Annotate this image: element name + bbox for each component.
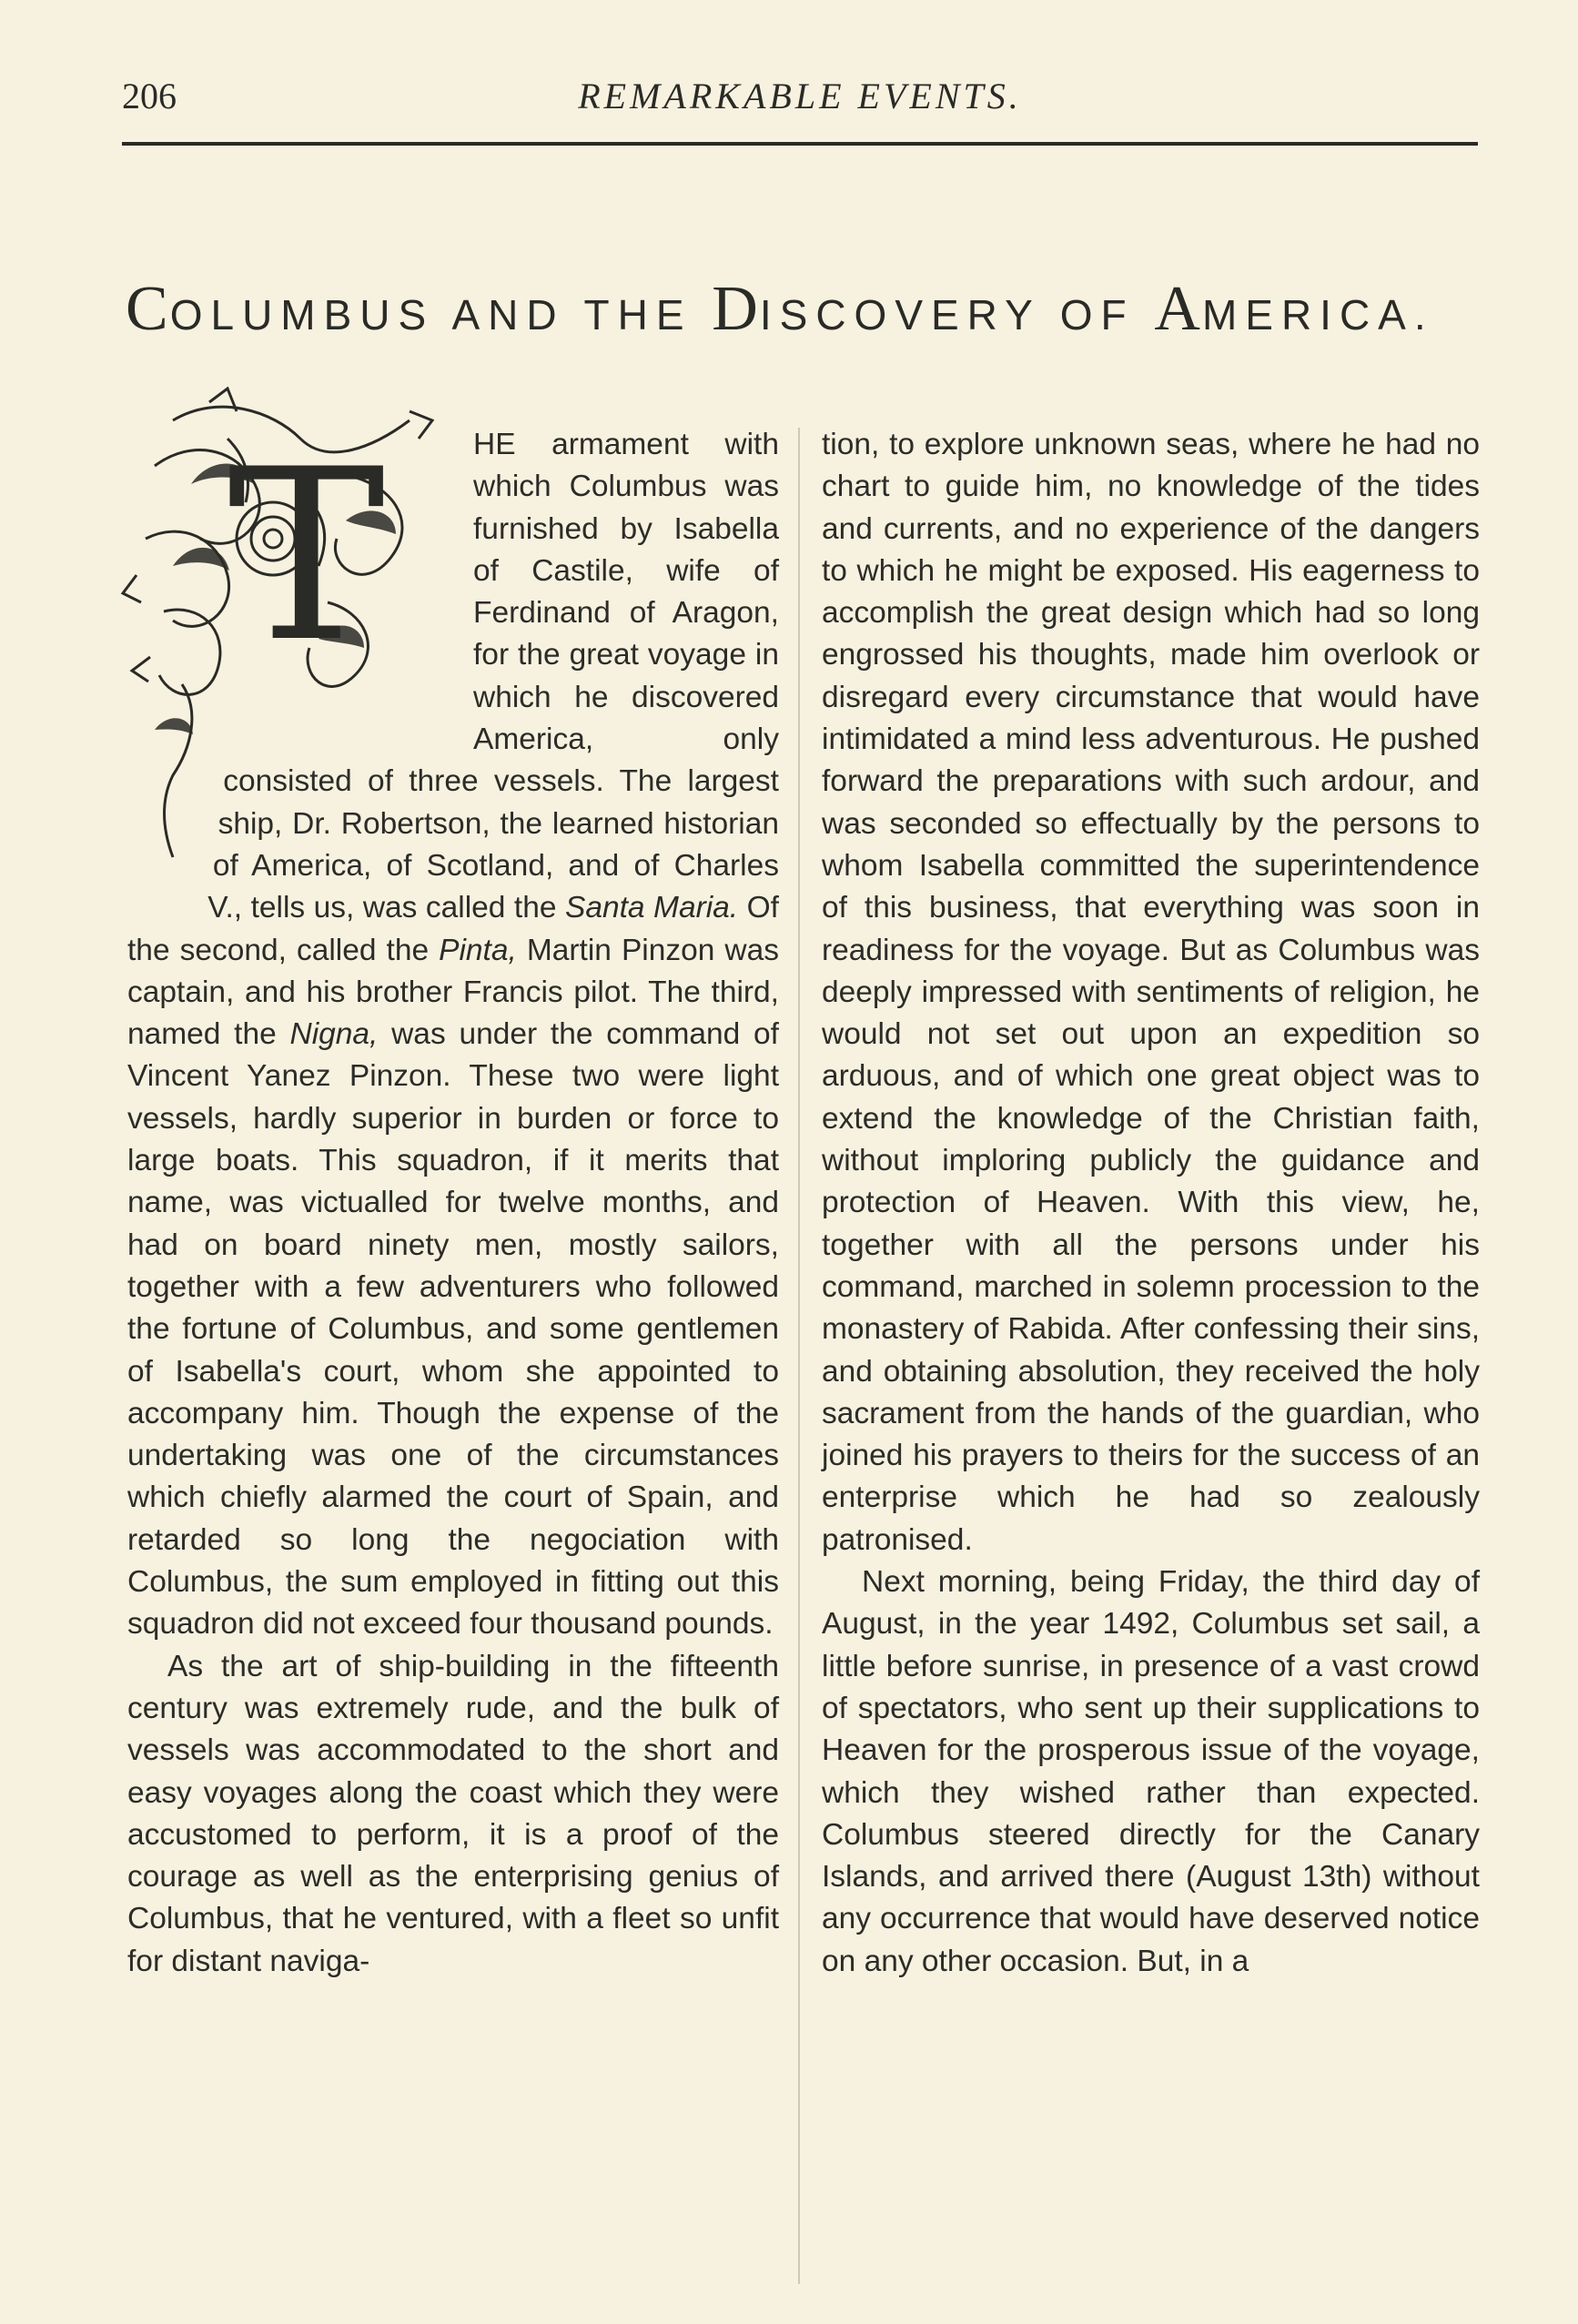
- ship-name-pinta: Pinta,: [439, 933, 517, 967]
- title-word-america: MERICA.: [1201, 291, 1434, 338]
- drop-cap: [118, 384, 464, 894]
- page-number: 206: [122, 76, 177, 116]
- title-word-of: OF: [1059, 291, 1135, 338]
- right-column: [822, 424, 1480, 1983]
- column-divider: [798, 428, 800, 2284]
- ship-name-nigna: Nigna,: [289, 1017, 379, 1052]
- left-p1-mid1: Of the second, called the: [127, 891, 779, 967]
- right-paragraph-1: tion, to explore unknown seas, where he had no chart to guide him, no knowledge of the tides and currents, and no experience of the dangers to which he might be exposed. His eagerness to accomplish the great design which had so long engrossed his thoughts, made him overlook or disregard every circumstance that would have intimidated a mind less adventurous. He pushed forward the preparations with such ardour, and was seconded so effectually by the persons to whom Isabella committed the superintendence of this business, that everything was soon in readiness for the voyage. But as Columbus was deeply impressed with sentiments of religion, he would not set out upon an expedition so arduous, and of which one great object was to extend the knowledge of the Christian faith, without imploring publicly the guidance and protection of Heaven. With this view, he, together with all the persons under his command, marched in solemn procession to the monastery of Rabida. After confessing their sins, and obtaining absolution, they received the holy sacrament from the hands of the guardian, who joined his prayers to theirs for the success of an enterprise which he had so zealously patronised.: [822, 428, 1480, 1557]
- chapter-title: [126, 273, 1491, 346]
- ship-name-santa-maria: Santa Maria.: [565, 891, 739, 925]
- left-p1-start: HE armament with which Columbus was furnished by Isabella of Castile, wife of Ferdinand of Aragon, for the great voyage in which he discovered America, only consisted of three vessels. The largest ship, Dr. Robertson, the learned historian of America, of Scotland, and of Charles V., tells us, was called the: [207, 428, 779, 925]
- running-head: [122, 75, 1478, 120]
- title-initial-c: C: [126, 274, 170, 344]
- title-word-and: AND: [451, 291, 565, 338]
- header-rule: [122, 142, 1478, 146]
- left-p1-mid2: Martin Pinzon was captain, and his brother Francis pilot. The third, named the: [127, 933, 779, 1052]
- title-initial-d: D: [712, 274, 760, 344]
- title-initial-a: A: [1154, 274, 1202, 344]
- left-column: [127, 419, 779, 1983]
- right-paragraph-2: Next morning, being Friday, the third day of August, in the year 1492, Columbus set sail, a little before sunrise, in presence of a vast crowd of spectators, who sent up their supplications to Heaven for the prosperous issue of the voyage, which they wished rather than expected. Columbus steered directly for the Canary Islands, and arrived there (August 13th) without any occurrence that would have deserved notice on any other occasion. But, in a: [822, 1565, 1480, 1978]
- title-word-columbus: OLUMBUS: [169, 291, 435, 338]
- left-p1-end: was under the command of Vincent Yanez Pinzon. These two were light vessels, hardly superior in burden or force to large boats. This squadron, if it merits that name, was victualled for twelve months, and had on board ninety men, mostly sailors, together with a few adventurers who followed the fortune of Columbus, and some gentlemen of Isabella's court, whom she appointed to accompany him. Though the expense of the undertaking was one of the circumstances which chiefly alarmed the court of Spain, and retarded so long the negociation with Columbus, the sum employed in fitting out this squadron did not exceed four thousand pounds.: [127, 1017, 779, 1642]
- title-word-discovery: ISCOVERY: [759, 291, 1040, 338]
- title-word-the: THE: [583, 291, 693, 338]
- running-title: REMARKABLE EVENTS.: [578, 76, 1022, 116]
- left-paragraph-2: As the art of ship-building in the fifteenth century was extremely rude, and the bulk of vessels was accommodated to the short and easy voyages along the coast which they were accustomed to perform, it is a proof of the courage as well as the enterprising genius of Columbus, that he ventured, with a fleet so unfit for distant naviga-: [127, 1649, 779, 1978]
- drop-cap-letter: T: [228, 419, 386, 694]
